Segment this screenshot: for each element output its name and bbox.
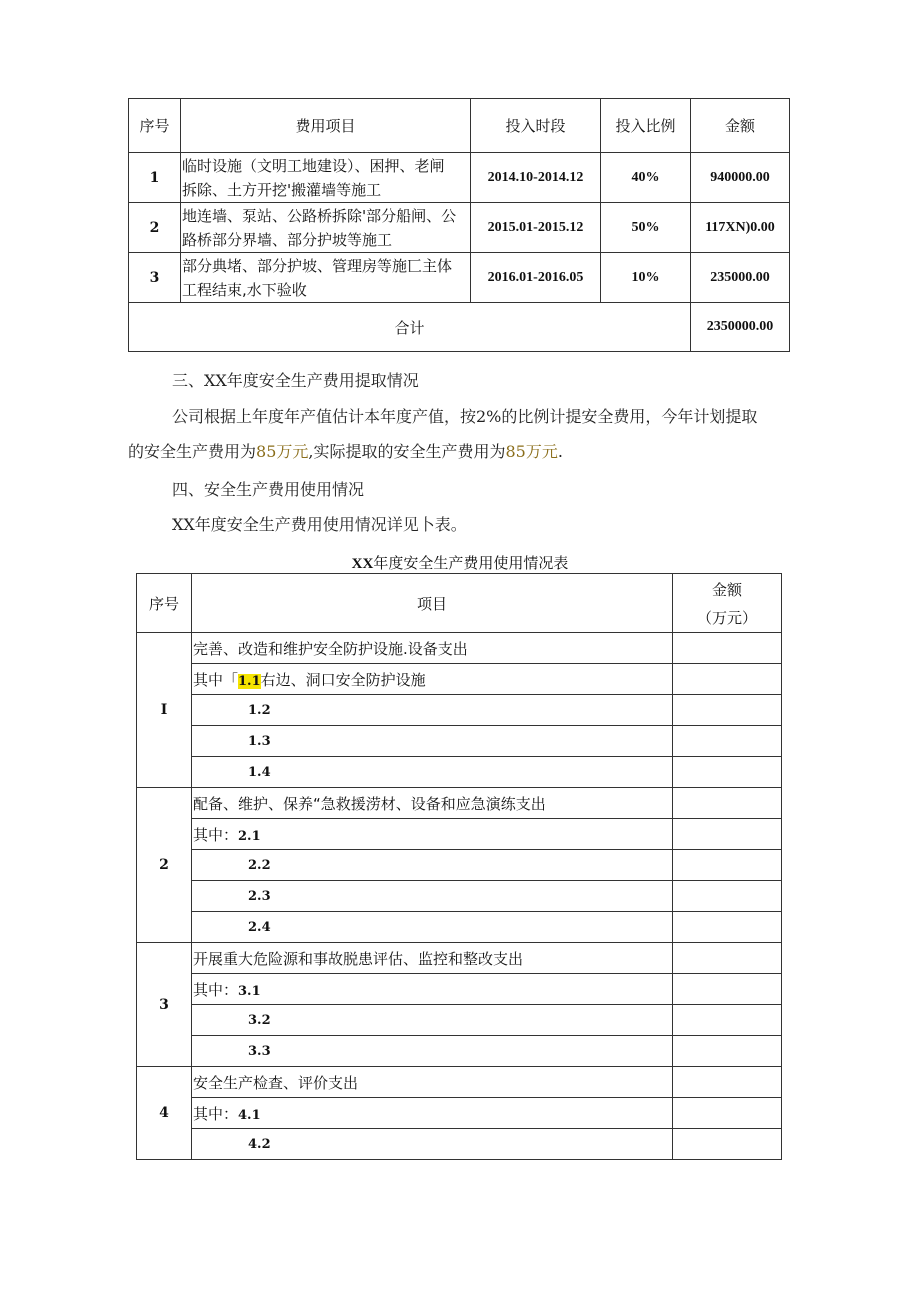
total-label: 合计 [129, 303, 691, 352]
section3-paragraph-line1: 公司根据上年度年产值估计本年度产值，按2%的比例计提安全费用，今年计划提取 [172, 407, 758, 426]
header-ratio: 投入比例 [601, 99, 691, 153]
amount-cell [673, 633, 782, 664]
row-amount: 235000.00 [691, 253, 790, 303]
row-ratio: 10% [601, 253, 691, 303]
amount-cell [673, 819, 782, 850]
table-header-row [129, 99, 790, 153]
row-no: 2 [129, 203, 181, 253]
table-header-row [137, 574, 782, 633]
sub-item: 3.3 [192, 1036, 673, 1067]
table-row [137, 1098, 782, 1129]
group-no: 4 [137, 1067, 192, 1160]
table-row [137, 819, 782, 850]
amount-cell [673, 788, 782, 819]
group-no: 3 [137, 943, 192, 1067]
total-amount: 2350000.00 [691, 303, 790, 352]
table-row [137, 1005, 782, 1036]
sub-item: 2.2 [192, 850, 673, 881]
table-row [137, 633, 782, 664]
title-text: 年度安全生产费用使用情况表 [373, 554, 569, 572]
usage-table-title [0, 552, 920, 573]
table-row [129, 203, 790, 253]
section3-heading [172, 368, 419, 391]
sub-item: 4.2 [192, 1129, 673, 1160]
amount-cell [673, 1005, 782, 1036]
row-amount: 940000.00 [691, 153, 790, 203]
sub-text: 右边、洞口安全防护设施 [260, 670, 426, 689]
header-no: 序号 [137, 574, 192, 633]
sub-item: 1.2 [192, 695, 673, 726]
table-row [137, 850, 782, 881]
row-amount: 117XN)0.00 [691, 203, 790, 253]
table-row [137, 912, 782, 943]
sub-item: 2.4 [192, 912, 673, 943]
header-period: 投入时段 [471, 99, 601, 153]
section3-paragraph-line2 [128, 439, 563, 462]
amount-cell [673, 943, 782, 974]
item-line: 临时设施（文明工地建设）、困押、老闸 [182, 156, 445, 175]
sub-item [192, 1098, 673, 1129]
table-row [137, 1036, 782, 1067]
actual-amount: 85万元 [505, 442, 558, 461]
sub-item [192, 974, 673, 1005]
header-amount-line1: 金额 [711, 581, 742, 599]
sub-prefix: 其中： [193, 1104, 239, 1123]
amount-cell [673, 664, 782, 695]
sub-code: 4.1 [238, 1107, 261, 1123]
sub-prefix: 其中「 [193, 670, 239, 689]
sub-item [192, 819, 673, 850]
amount-cell [673, 1129, 782, 1160]
header-amount-unit: （万元） [696, 609, 757, 627]
group-main-item: 开展重大危险源和事故脱患评估、监控和整改支出 [192, 943, 673, 974]
row-item [181, 253, 471, 303]
group-main-item: 完善、改造和维护安全防护设施.设备支出 [192, 633, 673, 664]
total-row [129, 303, 790, 352]
heading-text: XX年度安全生产费用提取情况 [204, 371, 419, 390]
header-amount [673, 574, 782, 633]
table-row [137, 726, 782, 757]
heading-prefix: 三、 [172, 371, 205, 390]
table-row [137, 1067, 782, 1098]
section4-paragraph: XX年度安全生产费用使用情况详见卜表。 [172, 515, 467, 534]
amount-cell [673, 850, 782, 881]
header-no: 序号 [129, 99, 181, 153]
sub-code: 3.1 [238, 983, 261, 999]
group-no: I [137, 633, 192, 788]
table-row [137, 695, 782, 726]
amount-cell [673, 1067, 782, 1098]
item-line: 拆除、土方开挖'搬灌墙等施工 [182, 180, 382, 199]
row-period: 2015.01-2015.12 [471, 203, 601, 253]
table-row [137, 664, 782, 695]
amount-cell [673, 757, 782, 788]
header-item: 费用项目 [181, 99, 471, 153]
header-item: 项目 [192, 574, 673, 633]
item-line: 路桥部分界墙、部分护坡等施工 [182, 230, 393, 249]
row-ratio: 50% [601, 203, 691, 253]
text-run: . [557, 442, 563, 461]
cost-plan-table [128, 98, 790, 352]
amount-cell [673, 1036, 782, 1067]
sub-code: 2.1 [238, 828, 261, 844]
sub-item [192, 664, 673, 695]
sub-code: 1.1 [238, 673, 261, 689]
title-prefix: XX [351, 556, 374, 572]
sub-item: 1.4 [192, 757, 673, 788]
item-line: 地连墙、泵站、公路桥拆除'部分船闸、公 [182, 206, 457, 225]
table-row [137, 943, 782, 974]
row-period: 2014.10-2014.12 [471, 153, 601, 203]
amount-cell [673, 881, 782, 912]
table-row [137, 788, 782, 819]
amount-cell [673, 726, 782, 757]
row-no: 3 [129, 253, 181, 303]
table-row [129, 153, 790, 203]
usage-table [136, 573, 782, 1160]
row-no: 1 [129, 153, 181, 203]
sub-prefix: 其中： [193, 825, 239, 844]
group-main-item: 配备、维护、保养“急救援涝材、设备和应急演练支出 [192, 788, 673, 819]
row-item [181, 203, 471, 253]
table-row [129, 253, 790, 303]
row-period: 2016.01-2016.05 [471, 253, 601, 303]
item-line: 工程结束,水下验收 [182, 280, 307, 299]
amount-cell [673, 1098, 782, 1129]
table-row [137, 757, 782, 788]
text-run: 的安全生产费用为 [128, 442, 257, 461]
item-line: 部分典堵、部分护坡、管理房等施匸主体 [182, 256, 453, 275]
table-row [137, 1129, 782, 1160]
group-main-item: 安全生产检查、评价支出 [192, 1067, 673, 1098]
amount-cell [673, 912, 782, 943]
sub-item: 2.3 [192, 881, 673, 912]
sub-item: 1.3 [192, 726, 673, 757]
sub-item: 3.2 [192, 1005, 673, 1036]
amount-cell [673, 695, 782, 726]
planned-amount: 85万元 [256, 442, 309, 461]
text-run: ,实际提取的安全生产费用为 [308, 442, 506, 461]
row-ratio: 40% [601, 153, 691, 203]
table-row [137, 881, 782, 912]
sub-prefix: 其中： [193, 980, 239, 999]
table-row [137, 974, 782, 1005]
section4-heading: 四、安全生产费用使用情况 [172, 480, 365, 499]
row-item [181, 153, 471, 203]
group-no: 2 [137, 788, 192, 943]
header-amount: 金额 [691, 99, 790, 153]
amount-cell [673, 974, 782, 1005]
